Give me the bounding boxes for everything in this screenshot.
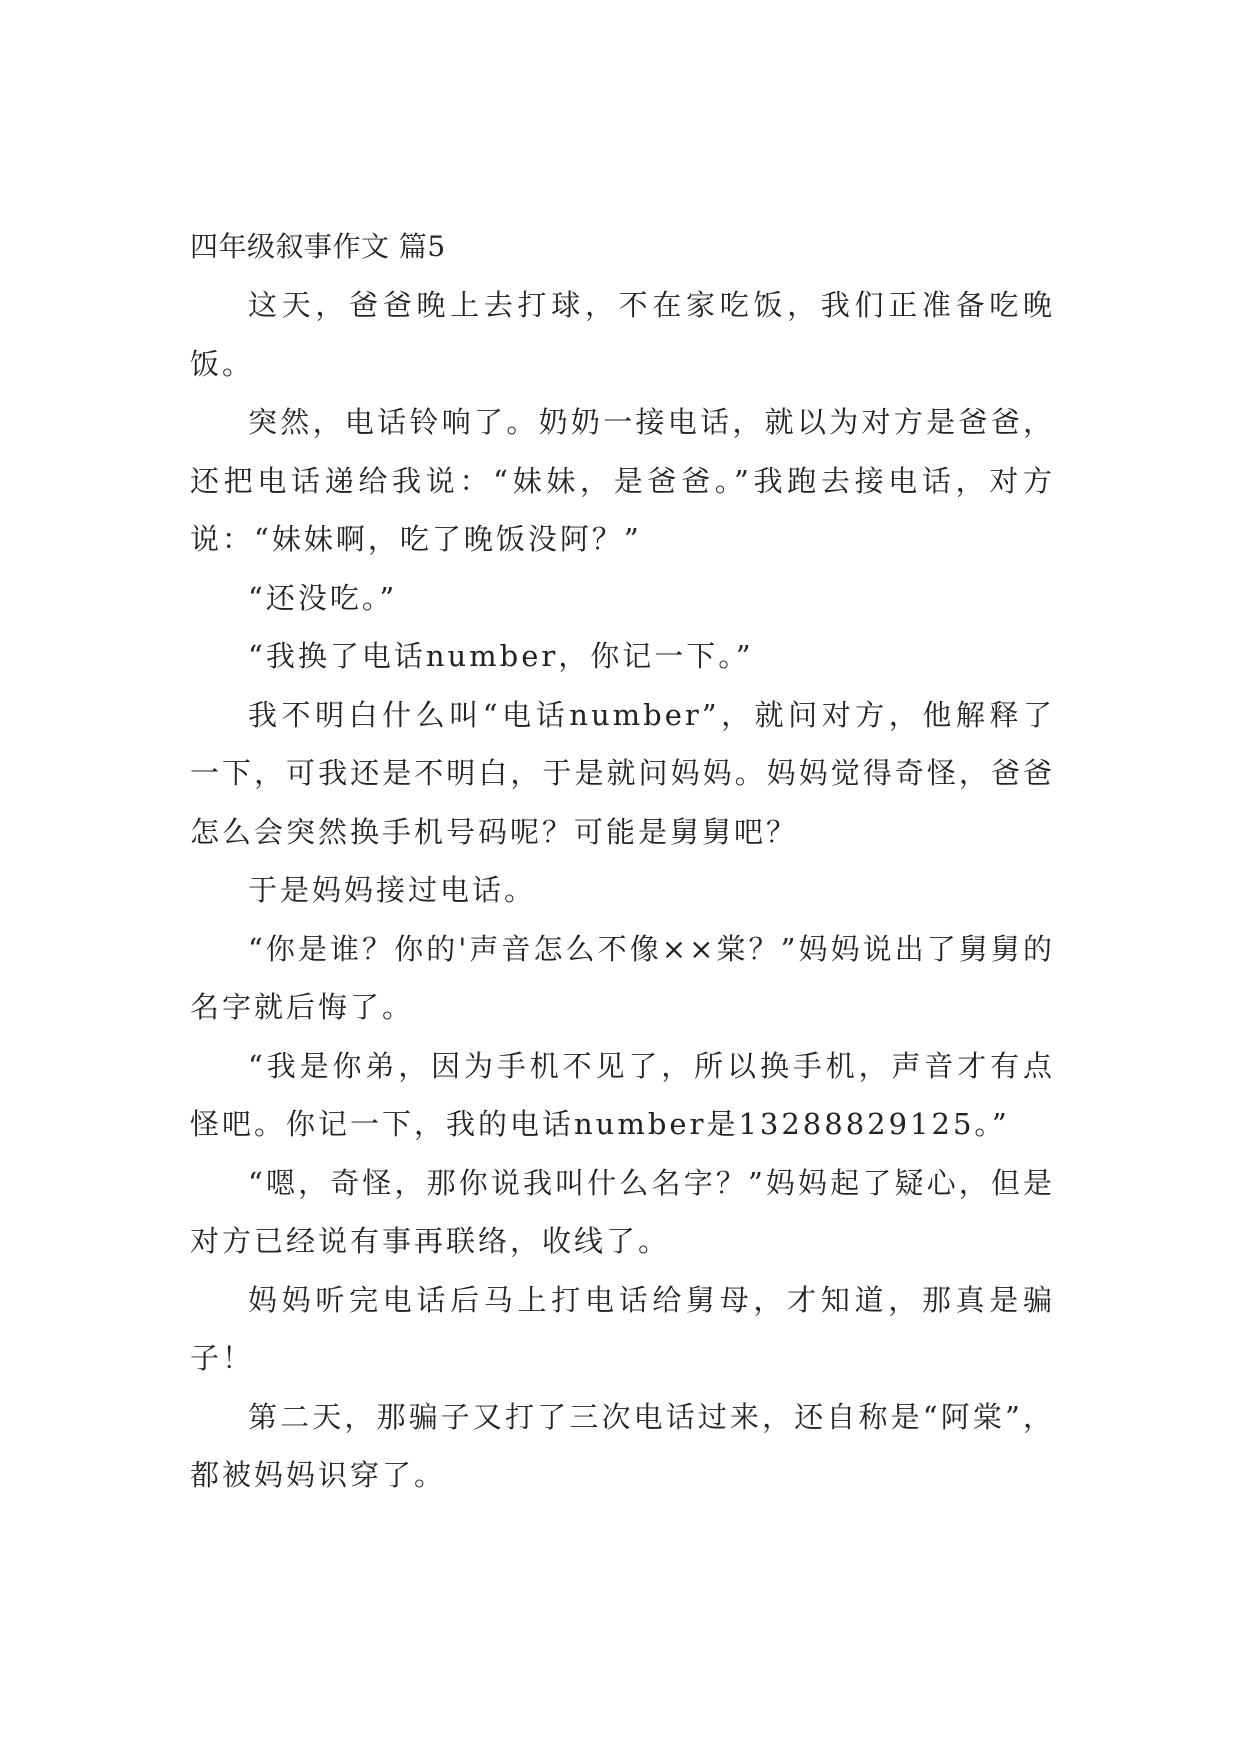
paragraph-10: 妈妈听完电话后马上打电话给舅母，才知道，那真是骗子！ bbox=[190, 1282, 1055, 1375]
paragraph-4: “我换了电话number，你记一下。” bbox=[248, 639, 754, 673]
paragraph-3: “还没吃。” bbox=[248, 580, 398, 615]
paragraph-9: “嗯，奇怪，那你说我叫什么名字？”妈妈起了疑心，但是对方已经说有事再联络，收线了。 bbox=[190, 1165, 1055, 1258]
paragraph-8: “我是你弟，因为手机不见了，所以换手机，声音才有点怪吧。你记一下，我的电话number是13288829125。” bbox=[190, 1048, 1055, 1141]
paragraph-5: 我不明白什么叫“电话number”，就问对方，他解释了一下，可我还是不明白，于是就问妈妈。妈妈觉得奇怪，爸爸怎么会突然换手机号码呢？可能是舅舅吧？ bbox=[190, 697, 1055, 849]
document-title: 四年级叙事作文 篇5 bbox=[190, 230, 446, 263]
paragraph-11: 第二天，那骗子又打了三次电话过来，还自称是“阿棠”，都被妈妈识穿了。 bbox=[190, 1399, 1055, 1492]
paragraph-2: 突然，电话铃响了。奶奶一接电话，就以为对方是爸爸，还把电话递给我说：“妹妹，是爸爸。”我跑去接电话，对方说：“妹妹啊，吃了晚饭没阿？” bbox=[190, 405, 1055, 556]
paragraph-6: 于是妈妈接过电话。 bbox=[248, 873, 537, 907]
paragraph-1: 这天，爸爸晚上去打球，不在家吃饭，我们正准备吃晚饭。 bbox=[190, 288, 1055, 381]
document-page bbox=[190, 218, 1055, 1505]
paragraph-7: “你是谁？你的'声音怎么不像××棠？”妈妈说出了舅舅的名字就后悔了。 bbox=[190, 931, 1055, 1024]
